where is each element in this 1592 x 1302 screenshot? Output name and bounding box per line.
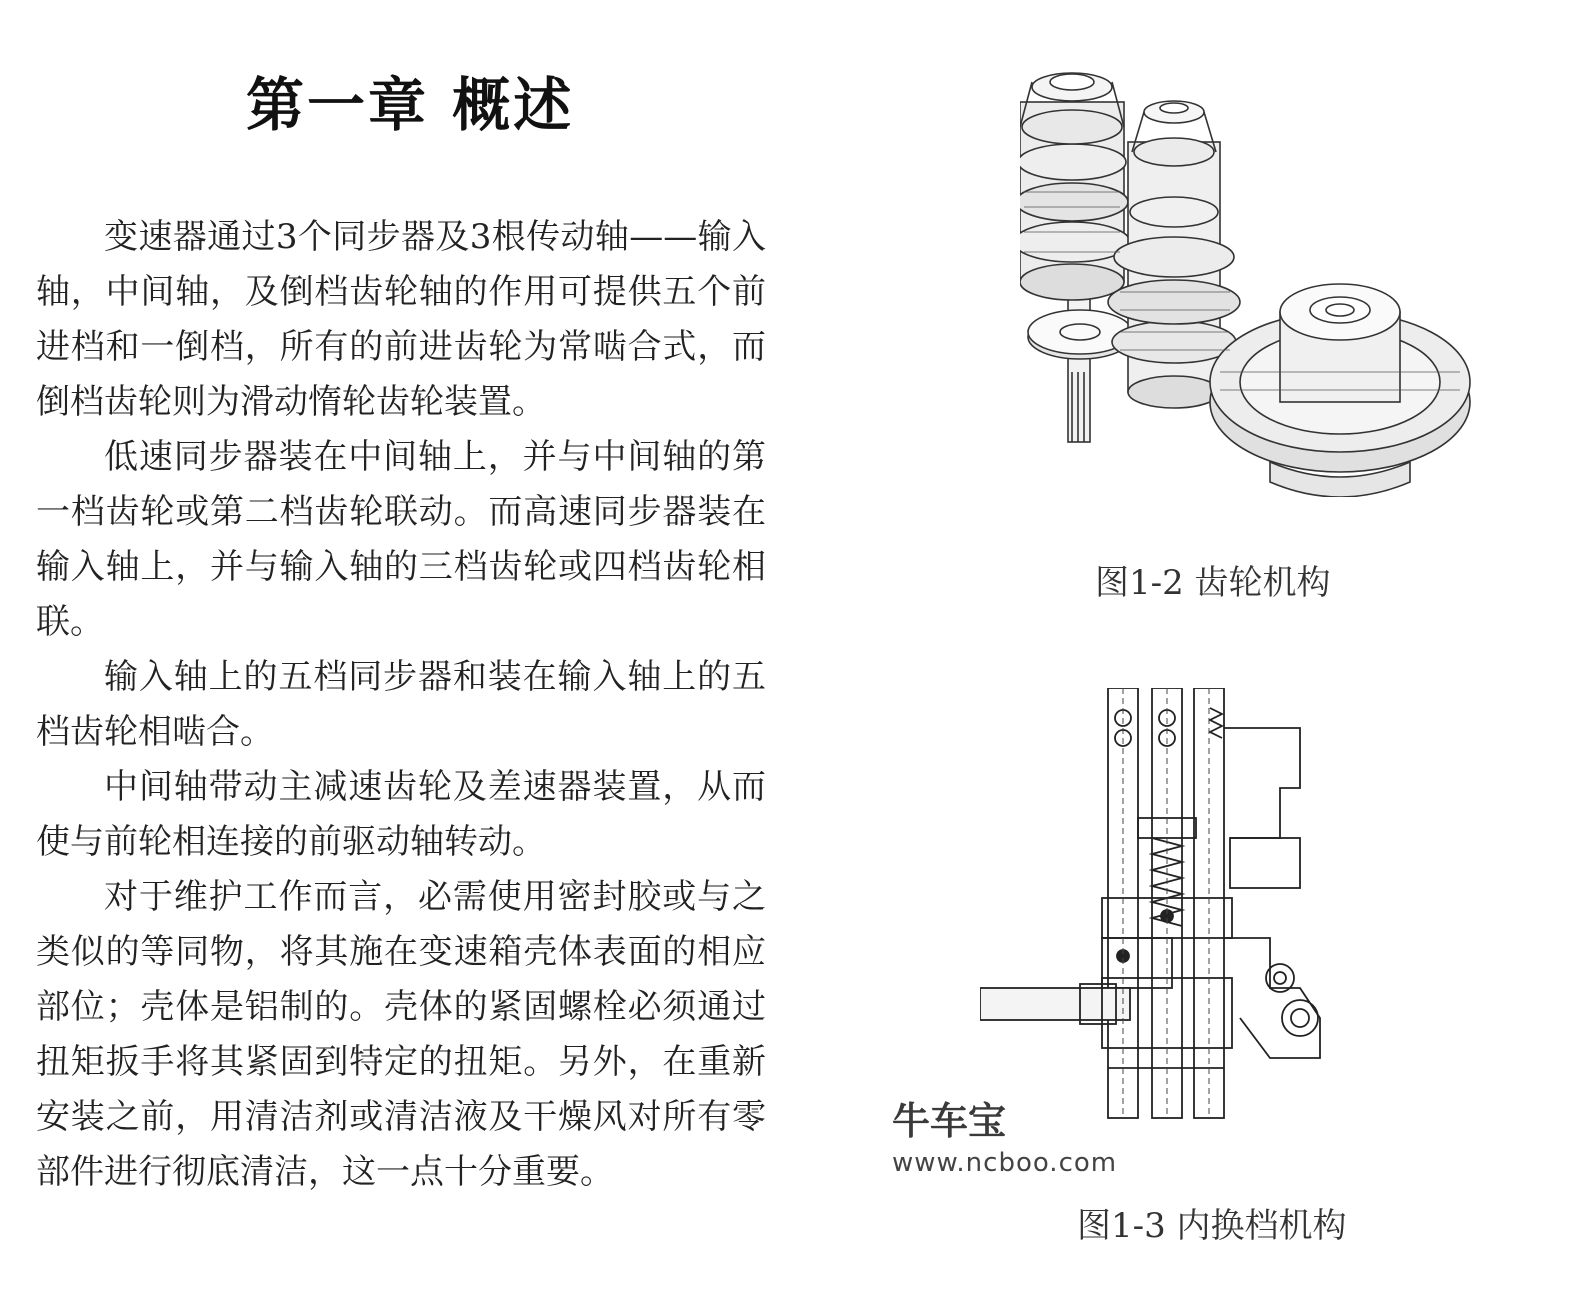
figure-caption-1-2: 图1-2 齿轮机构 xyxy=(1095,563,1331,603)
shift-mechanism-icon xyxy=(980,688,1350,1128)
shift-mechanism-figure xyxy=(980,688,1350,1128)
paragraph-2: 低速同步器装在中间轴上，并与中间轴的第一档齿轮或第二档齿轮联动。而高速同步器装在输入轴上，并与输入轴的三档齿轮或四档齿轮相联。 xyxy=(36,437,766,642)
gear-mechanism-icon xyxy=(1020,42,1480,497)
watermark-url[interactable]: www.ncboo.com xyxy=(892,1148,1118,1178)
body-text xyxy=(36,210,766,1200)
page-title: 第一章 概述 xyxy=(246,71,575,139)
paragraph-3: 输入轴上的五档同步器和装在输入轴上的五档齿轮相啮合。 xyxy=(36,657,766,752)
gear-mechanism-figure xyxy=(1020,42,1480,497)
paragraph-5: 对于维护工作而言，必需使用密封胶或与之类似的等同物，将其施在变速箱壳体表面的相应部位；壳体是铝制的。壳体的紧固螺栓必须通过扭矩扳手将其紧固到特定的扭矩。另外，在重新安装之前，用清洁剂或清洁液及干燥风对所有零部件进行彻底清洁，这一点十分重要。 xyxy=(36,877,766,1192)
figure-caption-1-3: 图1-3 内换档机构 xyxy=(1077,1206,1347,1246)
paragraph-1: 变速器通过3个同步器及3根传动轴——输入轴，中间轴，及倒档齿轮轴的作用可提供五个前进档和一倒档，所有的前进齿轮为常啮合式，而倒档齿轮则为滑动惰轮齿轮装置。 xyxy=(36,217,766,422)
watermark-brand: 牛车宝 xyxy=(892,1099,1007,1143)
paragraph-4: 中间轴带动主减速齿轮及差速器装置，从而使与前轮相连接的前驱动轴转动。 xyxy=(36,767,766,862)
